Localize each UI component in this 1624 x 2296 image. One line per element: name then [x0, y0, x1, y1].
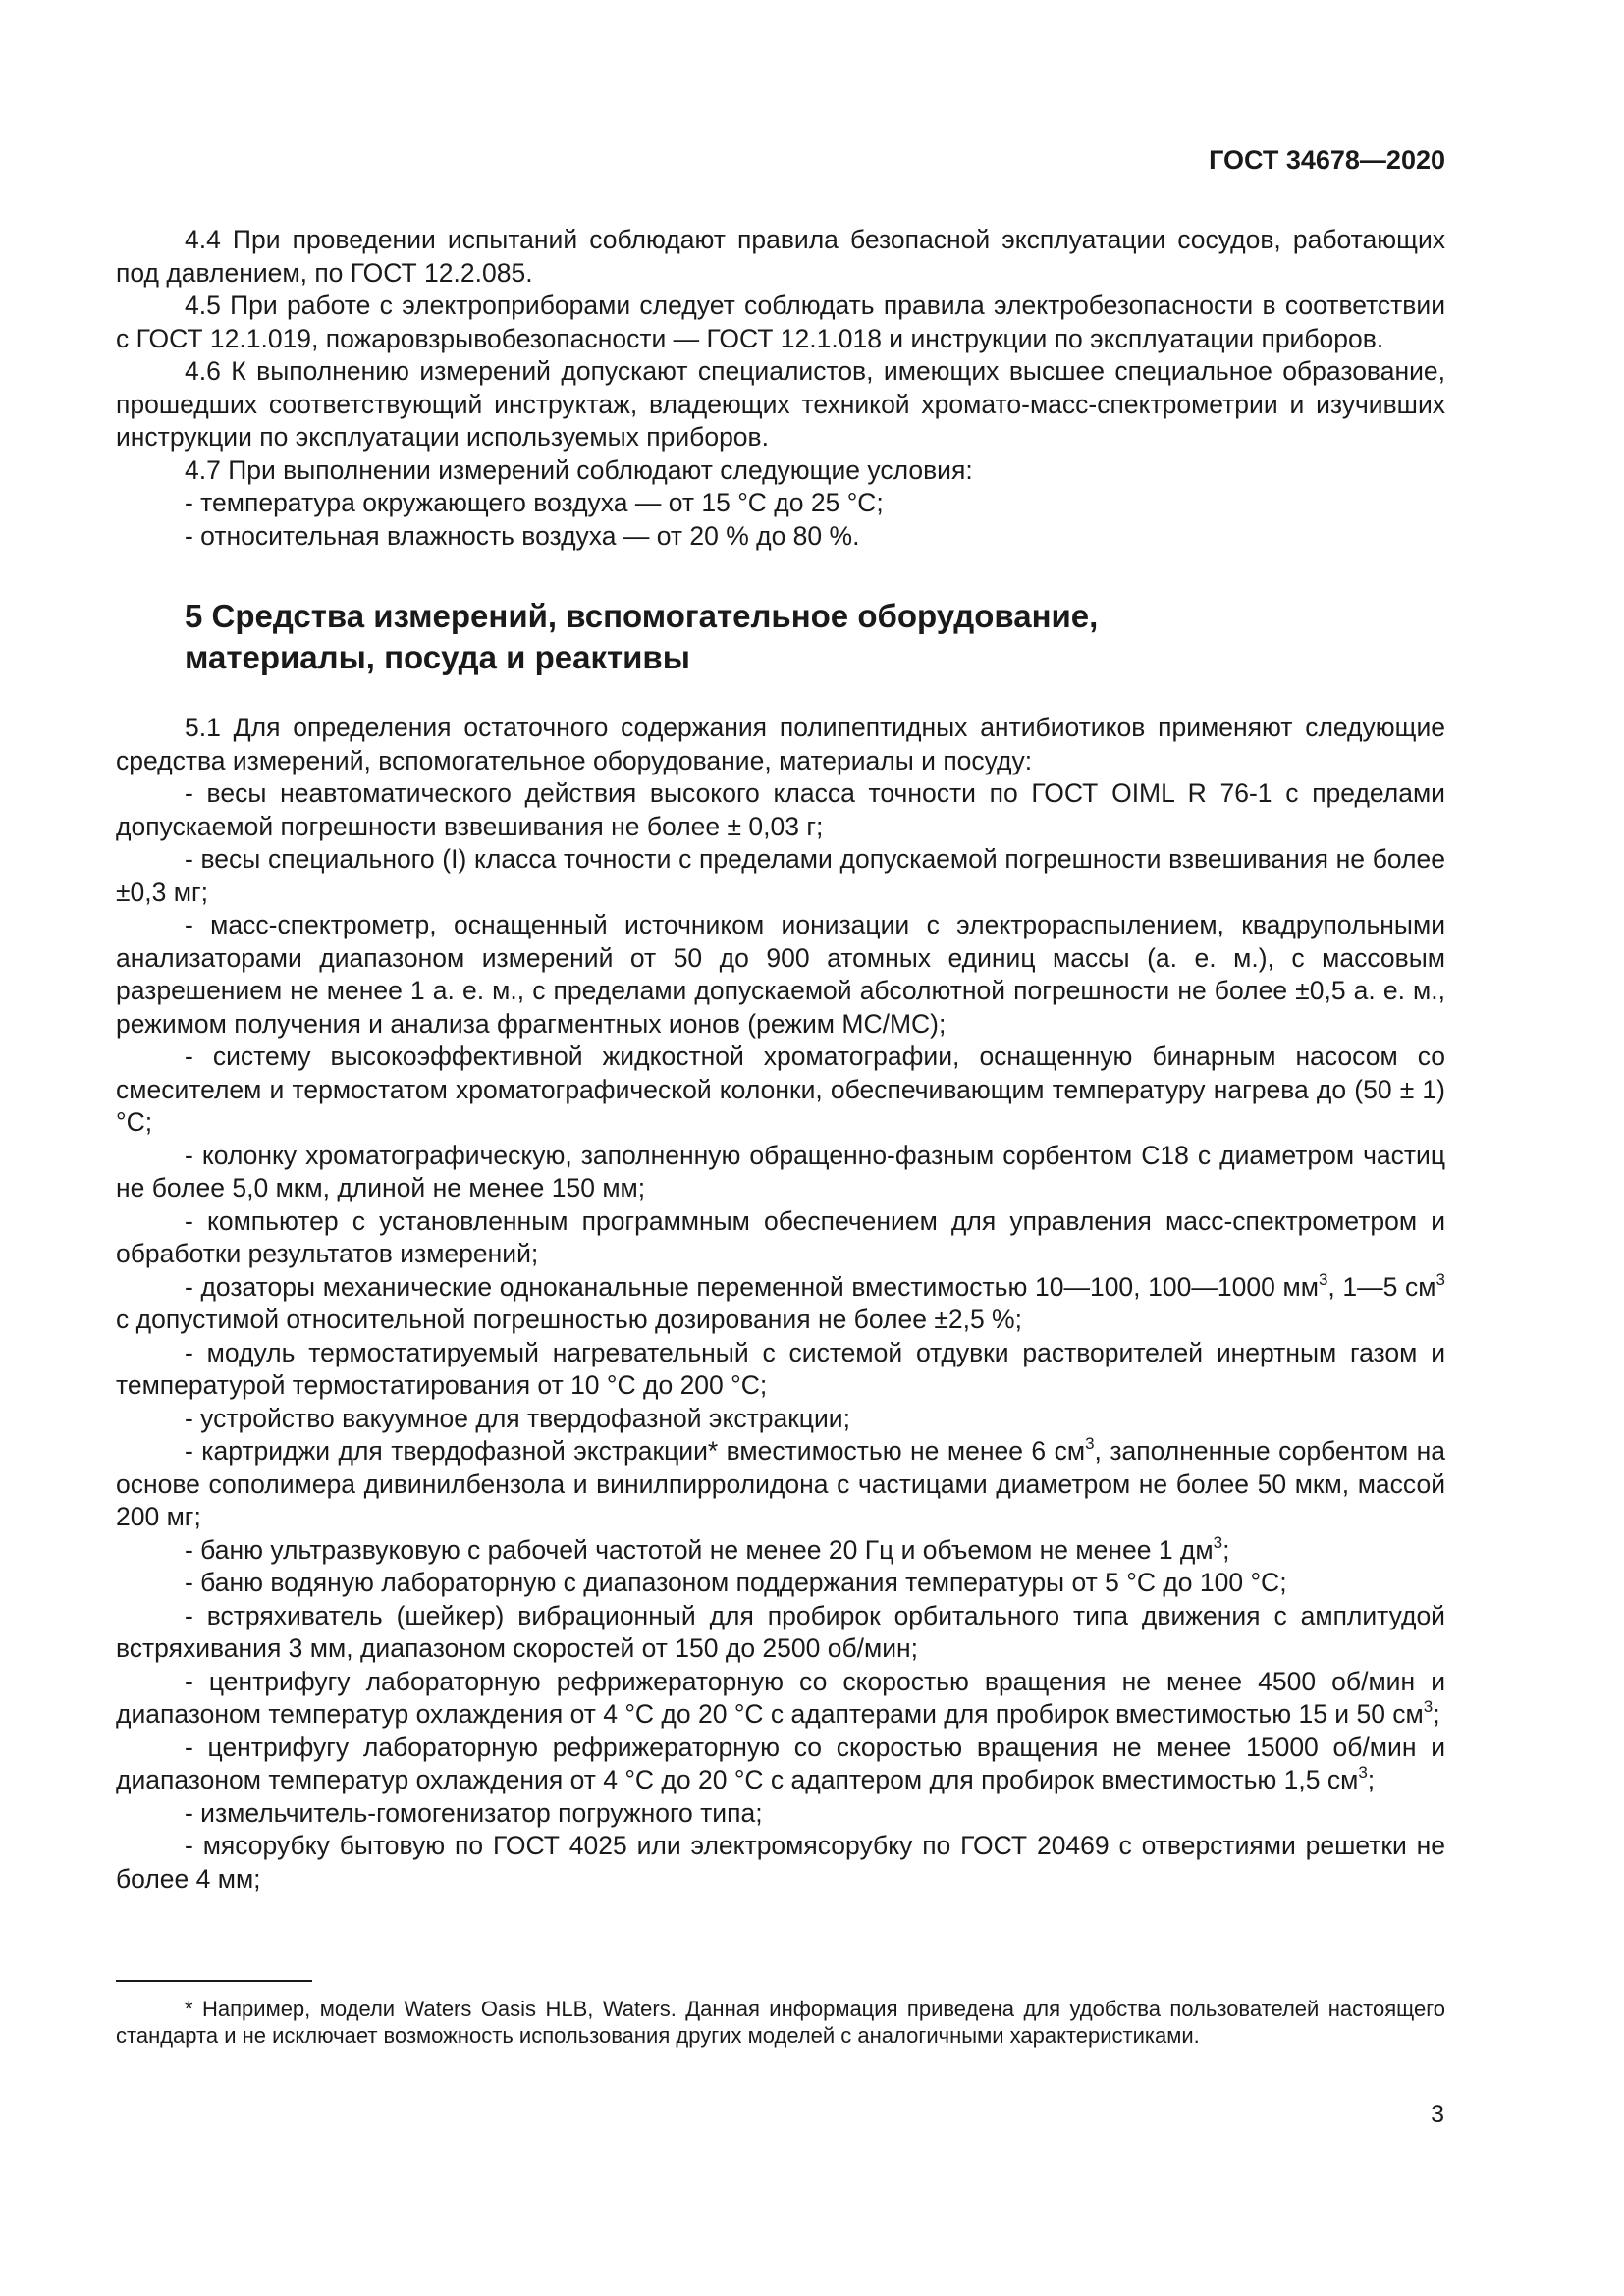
list-item-centrifuge-4500 — [116, 1666, 1445, 1732]
list-item-shaker: - встряхиватель (шейкер) вибрационный для пробирок орбитального типа движения с амплитудой встряхивания 3 мм, диапазоном скоростей от 150 до 2500 об/мин; — [116, 1600, 1445, 1663]
list-item-centrifuge-15000 — [116, 1732, 1445, 1797]
footnote-divider — [116, 1980, 312, 1982]
condition-humidity: - относительная влажность воздуха — от 20 % до 80 %. — [185, 520, 860, 551]
paragraph-4-4: 4.4 При проведении испытаний соблюдают правила безопасной эксплуатации сосудов, работающих под давлением, по ГОСТ 12.2.085. — [116, 225, 1445, 288]
cartridges-text-a: - картриджи для твердофазной экстракции* вместимостью не менее 6 см — [185, 1436, 1086, 1466]
list-item-dispensers — [116, 1271, 1445, 1337]
list-item-ultrasonic-bath — [116, 1534, 1445, 1568]
centrifuge-15000-text-a: - центрифугу лабораторную рефрижераторную со скоростью вращения не менее 15000 об/мин и диапазоном температур охлаждения от 4 °С до 20 °С с адаптером для пробирок вместимостью 1,5 см — [116, 1732, 1445, 1794]
superscript-3: 3 — [1213, 1532, 1223, 1552]
list-item-column: - колонку хроматографическую, заполненную обращенно-фазным сорбентом С18 с диаметром частиц не более 5,0 мкм, длиной не менее 150 мм; — [116, 1140, 1445, 1202]
dispensers-text-a: - дозаторы механические одноканальные переменной вместимостью 10—100, 100—1000 мм — [185, 1271, 1319, 1302]
document-id-header: ГОСТ 34678—2020 — [1209, 145, 1445, 175]
page-content — [116, 224, 1445, 1896]
section-5-title-line-2: материалы, посуда и реактивы — [185, 639, 690, 675]
superscript-3: 3 — [1085, 1434, 1095, 1453]
page-number: 3 — [1431, 2101, 1444, 2128]
footnote: * Например, модели Waters Oasis HLB, Waters. Данная информация приведена для удобства пользователей настоящего стандарта и не исключает возможность использования других моделей с аналогичными характеристиками. — [116, 1997, 1445, 2048]
dispensers-text-c: с допустимой относительной погрешностью дозирования не более ±2,5 %; — [116, 1305, 1022, 1334]
list-item-vacuum-device: - устройство вакуумное для твердофазной экстракции; — [185, 1403, 850, 1433]
section-5-title-line-1: 5 Средства измерений, вспомогательное оборудование, — [185, 598, 1099, 634]
paragraph-4-7: 4.7 При выполнении измерений соблюдают следующие условия: — [185, 454, 973, 485]
superscript-3: 3 — [1435, 1269, 1445, 1289]
list-item-cartridges — [116, 1435, 1445, 1534]
condition-temperature: - температура окружающего воздуха — от 15 °С до 25 °С; — [185, 488, 884, 517]
list-item-mass-spectrometer: - масс-спектрометр, оснащенный источником ионизации с электрораспылением, квадрупольными анализаторами диапазоном измерений от 50 до 900 атомных единиц массы (а. е. м.), с массовым разрешением не менее 1 а. е. м., с пределами допускаемой абсолютной погрешности не более ±0,5 а. е. м., режимом получения и анализа фрагментных ионов (режим МС/МС); — [116, 910, 1445, 1039]
superscript-3: 3 — [1423, 1697, 1434, 1716]
superscript-3: 3 — [1358, 1763, 1368, 1782]
list-item-meat-grinder: - мясорубку бытовую по ГОСТ 4025 или электромясорубку по ГОСТ 20469 с отверстиями решетки не более 4 мм; — [116, 1831, 1445, 1894]
centrifuge-4500-text-b: ; — [1433, 1699, 1440, 1729]
ultrasonic-bath-text-b: ; — [1222, 1534, 1230, 1565]
list-item-computer: - компьютер с установленным программным обеспечением для управления масс-спектрометром и обработки результатов измерений; — [116, 1205, 1445, 1268]
superscript-3: 3 — [1318, 1269, 1328, 1289]
paragraph-4-5: 4.5 При работе с электроприборами следует соблюдать правила электробезопасности в соответствии с ГОСТ 12.1.019, пожаровзрывобезопасности — ГОСТ 12.1.018 и инструкции по эксплуатации приборов. — [116, 291, 1445, 353]
dispensers-text-b: , 1—5 см — [1327, 1271, 1436, 1302]
section-5-title — [185, 596, 1445, 678]
list-item-homogenizer: - измельчитель-гомогенизатор погружного типа; — [185, 1797, 763, 1828]
paragraph-4-6: 4.6 К выполнению измерений допускают специалистов, имеющих высшее специальное образование, прошедших соответствующий инструктаж, владеющих техникой хромато-масс-спектрометрии и изучивших инструкции по эксплуатации используемых приборов. — [116, 356, 1445, 452]
centrifuge-4500-text-a: - центрифугу лабораторную рефрижераторную со скоростью вращения не менее 4500 об/мин и диапазоном температур охлаждения от 4 °С до 20 °С с адаптерами для пробирок вместимостью 15 и 50 см — [116, 1666, 1445, 1729]
paragraph-5-1: 5.1 Для определения остаточного содержания полипептидных антибиотиков применяют следующие средства измерений, вспомогательное оборудование, материалы и посуду: — [116, 713, 1445, 775]
list-item-scales-high: - весы неавтоматического действия высокого класса точности по ГОСТ OIML R 76-1 с пределами допускаемой погрешности взвешивания не более ± 0,03 г; — [116, 778, 1445, 841]
list-item-water-bath: - баню водяную лабораторную с диапазоном поддержания температуры от 5 °С до 100 °С; — [185, 1568, 1287, 1597]
list-item-hplc-system: - систему высокоэффективной жидкостной хроматографии, оснащенную бинарным насосом со смесителем и термостатом хроматографической колонки, обеспечивающим температуру нагрева до (50 ± 1) °С; — [116, 1041, 1445, 1137]
ultrasonic-bath-text-a: - баню ультразвуковую с рабочей частотой не менее 20 Гц и объемом не менее 1 дм — [185, 1534, 1214, 1565]
centrifuge-15000-text-b: ; — [1367, 1765, 1376, 1794]
list-item-heating-module: - модуль термостатируемый нагревательный с системой отдувки растворителей инертным газом и температурой термостатирования от 10 °С до 200 °С; — [116, 1337, 1445, 1400]
list-item-scales-special: - весы специального (I) класса точности с пределами допускаемой погрешности взвешивания не более ±0,3 мг; — [116, 844, 1445, 907]
cartridges-text-b: , заполненные сорбентом на основе сополимера дивинилбензола и винилпирролидона с частицами диаметром не более 50 мкм, массой 200 мг; — [116, 1436, 1445, 1531]
